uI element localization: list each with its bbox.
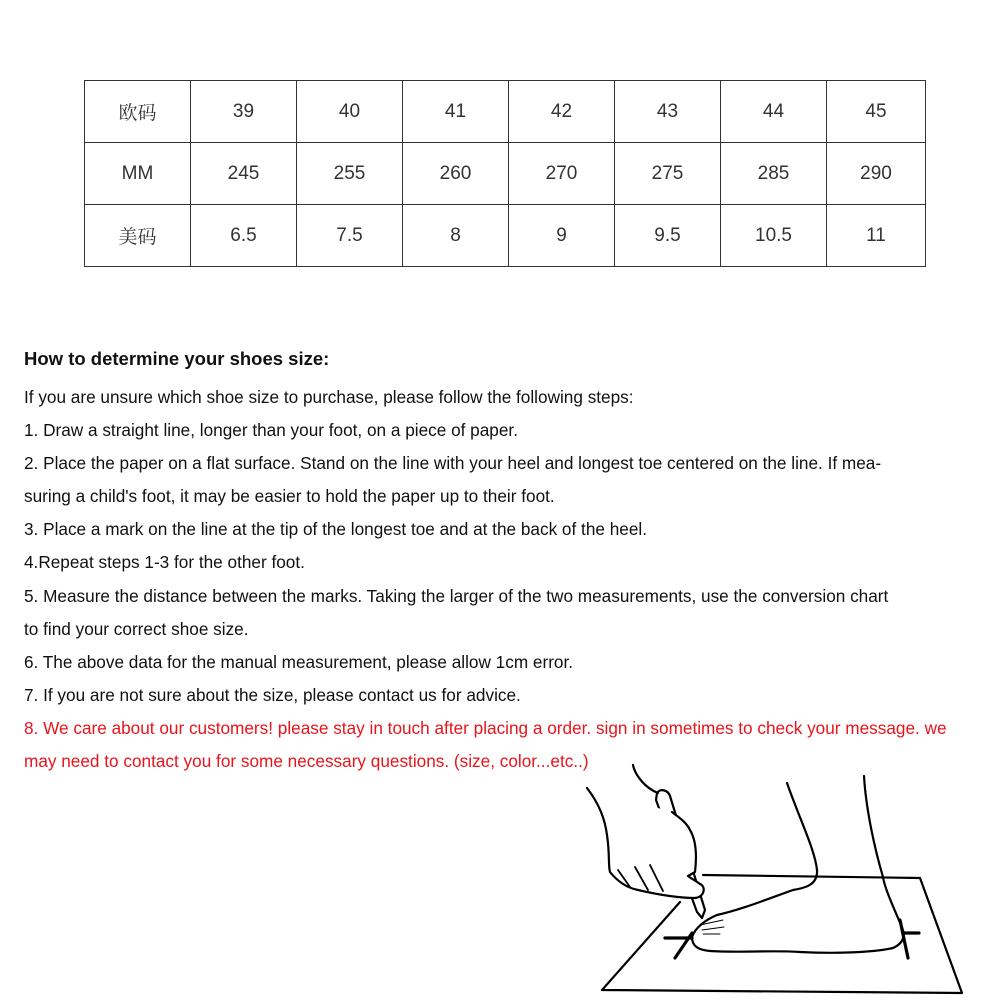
instructions-title: How to determine your shoes size: bbox=[24, 348, 330, 369]
table-cell: 41 bbox=[403, 81, 509, 143]
toe-mark-icon bbox=[665, 933, 692, 958]
table-cell: 7.5 bbox=[297, 205, 403, 267]
table-cell: 45 bbox=[827, 81, 926, 143]
table-row bbox=[85, 143, 926, 205]
instruction-line: 7. If you are not sure about the size, please contact us for advice. bbox=[24, 684, 521, 705]
instruction-line: 4.Repeat steps 1-3 for the other foot. bbox=[24, 552, 305, 573]
table-cell: 10.5 bbox=[721, 205, 827, 267]
instruction-line: If you are unsure which shoe size to purchase, please follow the following steps: bbox=[24, 387, 634, 407]
instruction-line: suring a child's foot, it may be easier to hold the paper up to their foot. bbox=[24, 486, 555, 507]
table-cell: 11 bbox=[827, 205, 926, 267]
customer-note-line: 8. We care about our customers! please stay in touch after placing a order. sign in sometimes to check your message. we bbox=[24, 717, 947, 738]
leg-and-foot bbox=[692, 776, 904, 953]
instruction-line: 6. The above data for the manual measurement, please allow 1cm error. bbox=[24, 651, 574, 672]
table-cell: 255 bbox=[297, 143, 403, 205]
table-cell: 275 bbox=[615, 143, 721, 205]
table-row bbox=[85, 205, 926, 267]
table-row bbox=[85, 81, 926, 143]
table-cell: 8 bbox=[403, 205, 509, 267]
row-label: 美码 bbox=[85, 205, 191, 267]
row-label: 欧码 bbox=[85, 81, 191, 143]
table-cell: 43 bbox=[615, 81, 721, 143]
heel-mark-icon bbox=[900, 920, 919, 958]
customer-note-line: may need to contact you for some necessary questions. (size, color...etc..) bbox=[24, 751, 589, 772]
table-cell: 290 bbox=[827, 143, 926, 205]
table-cell: 40 bbox=[297, 81, 403, 143]
table-cell: 260 bbox=[403, 143, 509, 205]
hand bbox=[587, 788, 704, 898]
table-cell: 9 bbox=[509, 205, 615, 267]
table-cell: 44 bbox=[721, 81, 827, 143]
table-cell: 285 bbox=[721, 143, 827, 205]
instruction-line: to find your correct shoe size. bbox=[24, 618, 249, 639]
instruction-line: 1. Draw a straight line, longer than your foot, on a piece of paper. bbox=[24, 420, 518, 441]
instruction-line: 2. Place the paper on a flat surface. Stand on the line with your heel and longest toe centered on the line. If mea- bbox=[24, 453, 882, 474]
table-cell: 9.5 bbox=[615, 205, 721, 267]
instruction-line: 3. Place a mark on the line at the tip of the longest toe and at the back of the heel. bbox=[24, 519, 647, 540]
table-cell: 6.5 bbox=[191, 205, 297, 267]
table-cell: 42 bbox=[509, 81, 615, 143]
foot-measurement-illustration bbox=[560, 760, 1000, 1000]
instructions-body bbox=[24, 381, 994, 778]
table-cell: 245 bbox=[191, 143, 297, 205]
row-label: MM bbox=[85, 143, 191, 205]
instruction-line: 5. Measure the distance between the marks. Taking the larger of the two measurements, use the conversion chart bbox=[24, 585, 889, 606]
table-cell: 270 bbox=[509, 143, 615, 205]
table-cell: 39 bbox=[191, 81, 297, 143]
size-conversion-table bbox=[84, 80, 926, 267]
